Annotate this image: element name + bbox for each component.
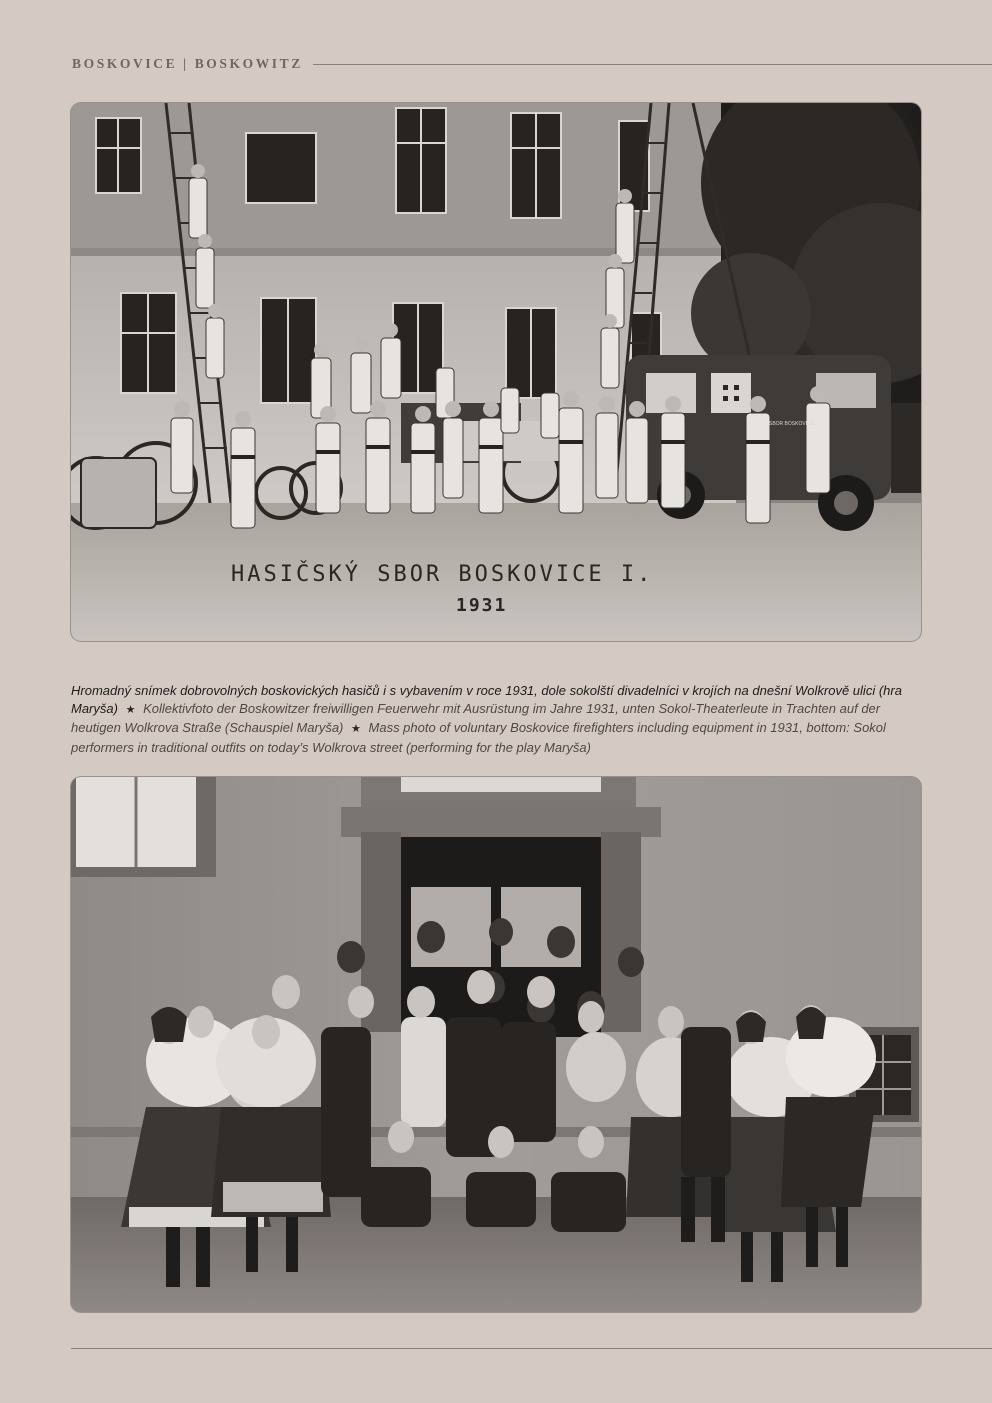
vehicle-sign: SBOR BOSKOVICE I. [769, 421, 819, 427]
caption-german: Kollektivfoto der Boskowitzer freiwilligen Feuerwehr mit Ausrüstung im Jahre 1931, unten Sokol-Theaterleute in Trachten auf der heutigen Wolkrova Straße (Schauspiel Maryša) [71, 700, 881, 736]
photo-caption [71, 682, 923, 756]
caption-english: Mass photo of voluntary Boskovice firefighters including equipment in 1931, bottom: Sokol performers in traditional outfits on today’s Wolkrova street (performing for the play Maryša) [71, 720, 886, 755]
photo-fire-brigade-image [71, 103, 921, 641]
caption-separator-1: ★ [125, 703, 136, 716]
caption-czech: Hromadný snímek dobrovolných boskovických hasičů i s vybavením v roce 1931, dole sokolští divadelníci v krojích na dnešní Wolkrově ulici (hra Maryša) [71, 683, 902, 716]
photo-inscription: HASIČSKÝ SBOR BOSKOVICE I. [231, 562, 654, 587]
caption-separator-2: ★ [351, 723, 361, 736]
header-title: BOSKOVICE | BOSKOWITZ [72, 56, 303, 71]
header-rule [313, 64, 992, 65]
running-header [72, 54, 992, 74]
photo-sokol-performers [71, 777, 921, 1312]
photo-fire-brigade [71, 103, 921, 641]
photo-year: 1931 [456, 595, 508, 616]
footer-rule [71, 1348, 992, 1349]
photo-sokol-performers-image [71, 777, 921, 1312]
